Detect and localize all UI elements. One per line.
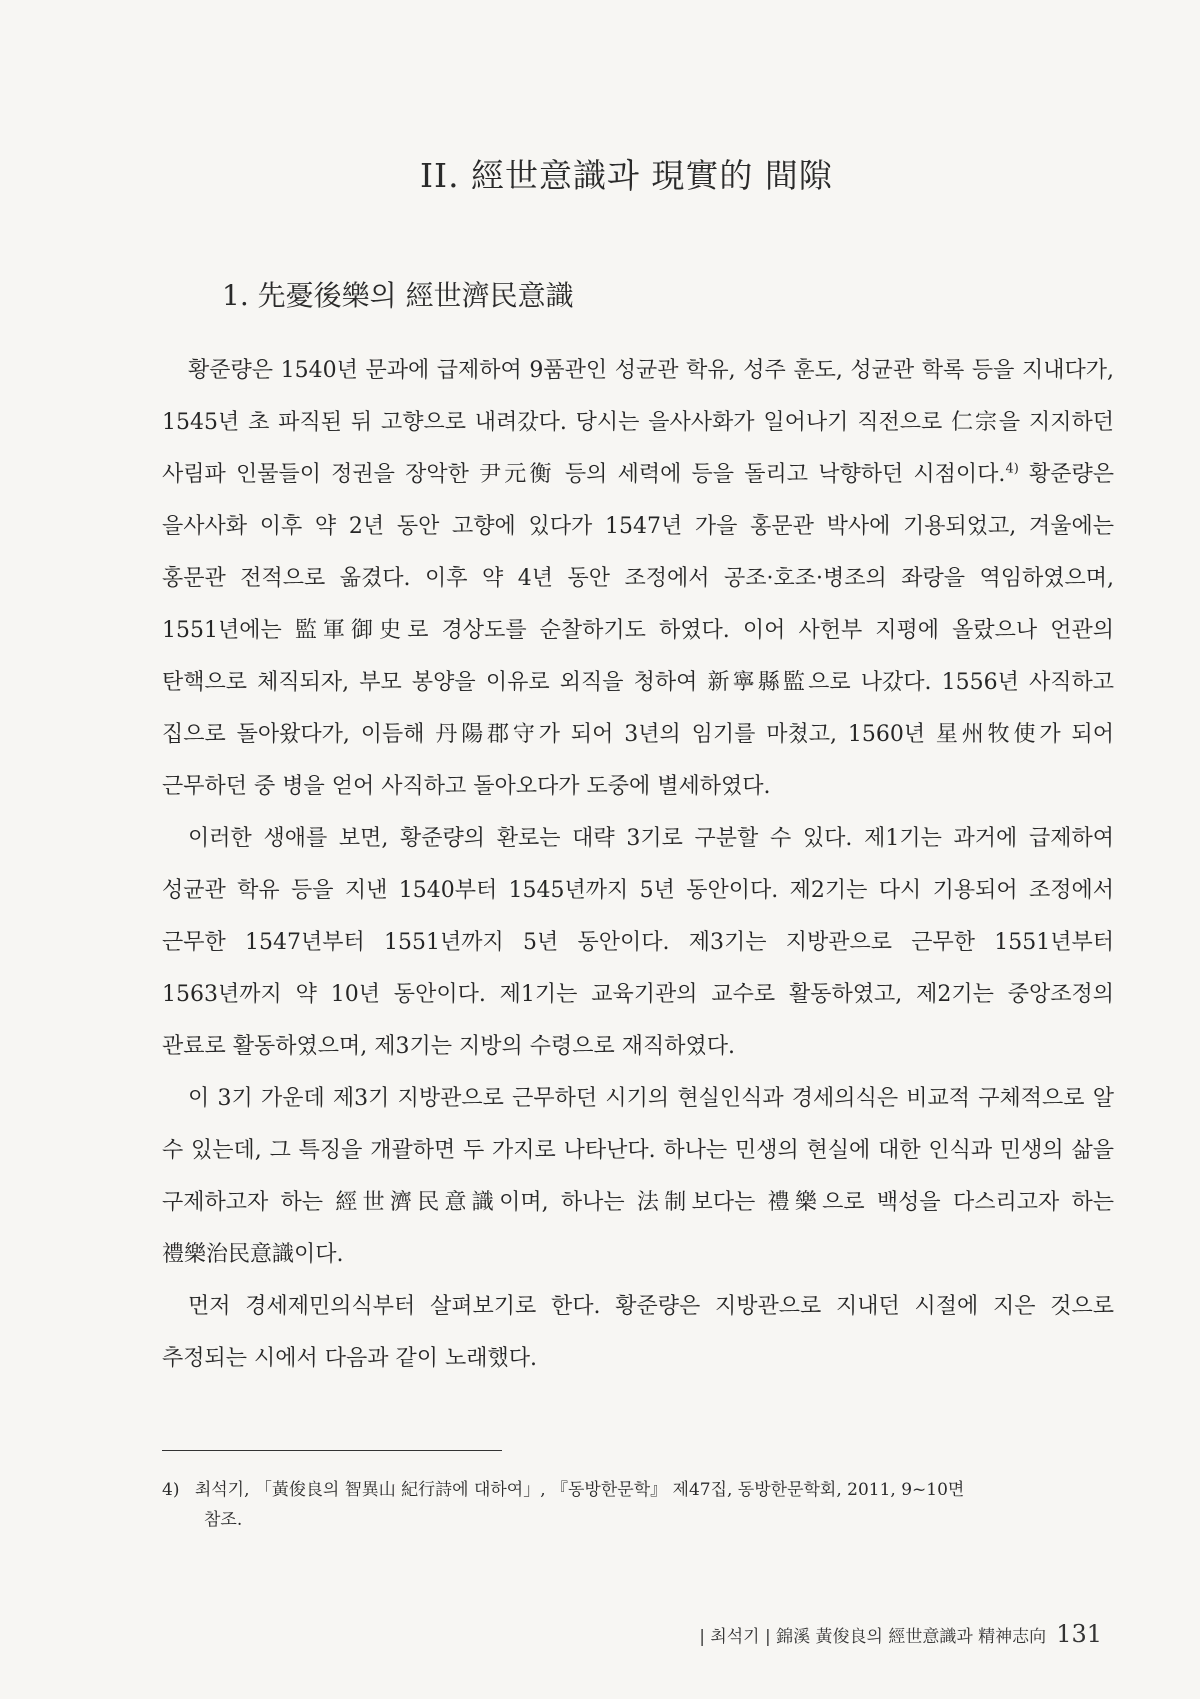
footnote-number: 4) (162, 1480, 180, 1500)
running-head: | 최석기 | 錦溪 黃俊良의 經世意識과 精神志向 (699, 1627, 1047, 1647)
paragraph-3: 이 3기 가운데 제3기 지방관으로 근무하던 시기의 현실인식과 경세의식은 비교적 구체적으로 알 수 있는데, 그 특징을 개괄하면 두 가지로 나타난다. 하나는 민생의 현실에 대한 인식과 민생의 삶을 구제하고자 하는 經世濟民意識이며, 하나는 法制보다는 禮樂으로 백성을 다스리고자 하는 禮樂治民意識이다. (162, 1086, 1114, 1267)
paragraph-1-text-b: 황준량은 을사사화 이후 약 2년 동안 고향에 있다가 1547년 가을 홍문관 박사에 기용되었고, 겨울에는 홍문관 전적으로 옮겼다. 이후 약 4년 동안 조정에서 공조·호조·병조의 좌랑을 역임하였으며, 1551년에는 監軍御史로 경상도를 순찰하기도 하였다. 이어 사헌부 지평에 올랐으나 언관의 탄핵으로 체직되자, 부모 봉양을 이유로 외직을 청하여 新寧縣監으로 나갔다. 1556년 사직하고 집으로 돌아왔다가, 이듬해 丹陽郡守가 되어 3년의 임기를 마쳤고, 1560년 星州牧使가 되어 근무하던 중 병을 얻어 사직하고 돌아오다가 도중에 별세하였다. (162, 462, 1114, 799)
paragraph-1 (162, 345, 1114, 813)
footnote-4 (162, 1475, 1112, 1535)
section-title: II. 經世意識과 現實的 間隙 (420, 156, 833, 195)
paragraph-2: 이러한 생애를 보면, 황준량의 환로는 대략 3기로 구분할 수 있다. 제1기는 과거에 급제하여 성균관 학유 등을 지낸 1540부터 1545년까지 5년 동안이다. 제2기는 다시 기용되어 조정에서 근무한 1547년부터 1551년까지 5년 동안이다. 제3기는 지방관으로 근무한 1551년부터 1563년까지 약 10년 동안이다. 제1기는 교육기관의 교수로 활동하였고, 제2기는 중앙조정의 관료로 활동하였으며, 제3기는 지방의 수령으로 재직하였다. (162, 826, 1114, 1059)
footnote-citation: 최석기, 「黃俊良의 智異山 紀行詩에 대하여」, 『동방한문학』 제47집, 동방한문학회, 2011, 9~10면 (194, 1480, 965, 1500)
footnote-line-1 (162, 1475, 1112, 1505)
footnote-ref-4[interactable]: 4) (1005, 461, 1019, 477)
page-number: 131 (1056, 1620, 1102, 1648)
footnote-divider (162, 1450, 502, 1451)
running-footer (699, 1620, 1102, 1648)
body-text (162, 345, 1114, 1385)
subsection-title: 1. 先憂後樂의 經世濟民意識 (222, 279, 574, 312)
footnote-line-2: 참조. (204, 1510, 243, 1530)
paragraph-1-text-a: 황준량은 1540년 문과에 급제하여 9품관인 성균관 학유, 성주 훈도, 성균관 학록 등을 지내다가, 1545년 초 파직된 뒤 고향으로 내려갔다. 당시는 을사사화가 일어나기 직전으로 仁宗을 지지하던 사림파 인물들이 정권을 장악한 尹元衡 등의 세력에 등을 돌리고 낙향하던 시점이다. (162, 358, 1114, 487)
paragraph-4: 먼저 경세제민의식부터 살펴보기로 한다. 황준량은 지방관으로 지내던 시절에 지은 것으로 추정되는 시에서 다음과 같이 노래했다. (162, 1294, 1114, 1371)
